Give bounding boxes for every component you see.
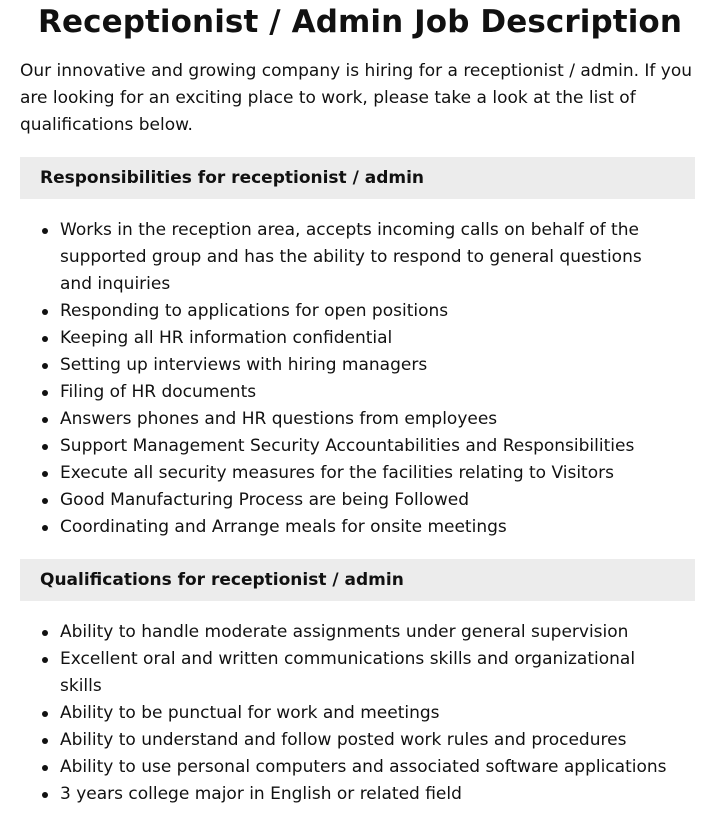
bullet-icon: [42, 525, 48, 531]
responsibility-item: [0, 514, 675, 541]
responsibility-text: Setting up interviews with hiring managers: [60, 355, 428, 375]
qualification-text: 3 years college major in English or related field: [60, 784, 462, 804]
qualification-item: [0, 700, 675, 727]
qualification-item: [0, 781, 675, 808]
bullet-icon: [42, 792, 48, 798]
responsibility-item: [0, 487, 675, 514]
bullet-icon: [42, 444, 48, 450]
bullet-icon: [42, 228, 48, 234]
responsibility-text: Answers phones and HR questions from employees: [60, 409, 498, 429]
intro-paragraph: Our innovative and growing company is hiring for a receptionist / admin. If you are looking for an exciting place to work, please take a look at the list of qualifications below.: [20, 61, 693, 135]
bullet-icon: [42, 711, 48, 717]
qualification-text: Ability to use personal computers and associated software applications: [60, 757, 667, 777]
responsibility-item: [0, 217, 675, 298]
responsibility-text: Responding to applications for open positions: [60, 301, 449, 321]
bullet-icon: [42, 309, 48, 315]
bullet-icon: [42, 363, 48, 369]
responsibilities-list: [0, 217, 720, 541]
responsibilities-heading: Responsibilities for receptionist / admin: [20, 157, 695, 199]
qualification-text: Ability to handle moderate assignments under general supervision: [60, 622, 629, 642]
bullet-icon: [42, 336, 48, 342]
responsibility-text: Good Manufacturing Process are being Followed: [60, 490, 469, 510]
responsibility-text: Works in the reception area, accepts incoming calls on behalf of the supported group and has the ability to respond to general questions and inquiries: [60, 220, 642, 294]
bullet-icon: [42, 417, 48, 423]
page-title: Receptionist / Admin Job Description: [38, 4, 682, 40]
qualification-text: Excellent oral and written communications skills and organizational skills: [60, 649, 636, 696]
qualification-item: [0, 646, 675, 700]
qualification-item: [0, 754, 675, 781]
bullet-icon: [42, 471, 48, 477]
qualification-text: Ability to be punctual for work and meetings: [60, 703, 440, 723]
responsibility-text: Keeping all HR information confidential: [60, 328, 393, 348]
qualification-text: Ability to understand and follow posted work rules and procedures: [60, 730, 627, 750]
bullet-icon: [42, 738, 48, 744]
responsibility-item: [0, 433, 675, 460]
responsibility-text: Support Management Security Accountabilities and Responsibilities: [60, 436, 635, 456]
bullet-icon: [42, 657, 48, 663]
qualifications-heading: Qualifications for receptionist / admin: [20, 559, 695, 601]
qualification-item: [0, 619, 675, 646]
responsibility-item: [0, 460, 675, 487]
responsibility-item: [0, 406, 675, 433]
bullet-icon: [42, 765, 48, 771]
responsibility-text: Execute all security measures for the facilities relating to Visitors: [60, 463, 614, 483]
bullet-icon: [42, 498, 48, 504]
qualifications-list: [0, 619, 720, 808]
qualification-item: [0, 727, 675, 754]
responsibility-item: [0, 298, 675, 325]
responsibility-item: [0, 352, 675, 379]
bullet-icon: [42, 630, 48, 636]
responsibility-text: Coordinating and Arrange meals for onsite meetings: [60, 517, 507, 537]
responsibility-item: [0, 379, 675, 406]
bullet-icon: [42, 390, 48, 396]
responsibility-item: [0, 325, 675, 352]
responsibility-text: Filing of HR documents: [60, 382, 257, 402]
